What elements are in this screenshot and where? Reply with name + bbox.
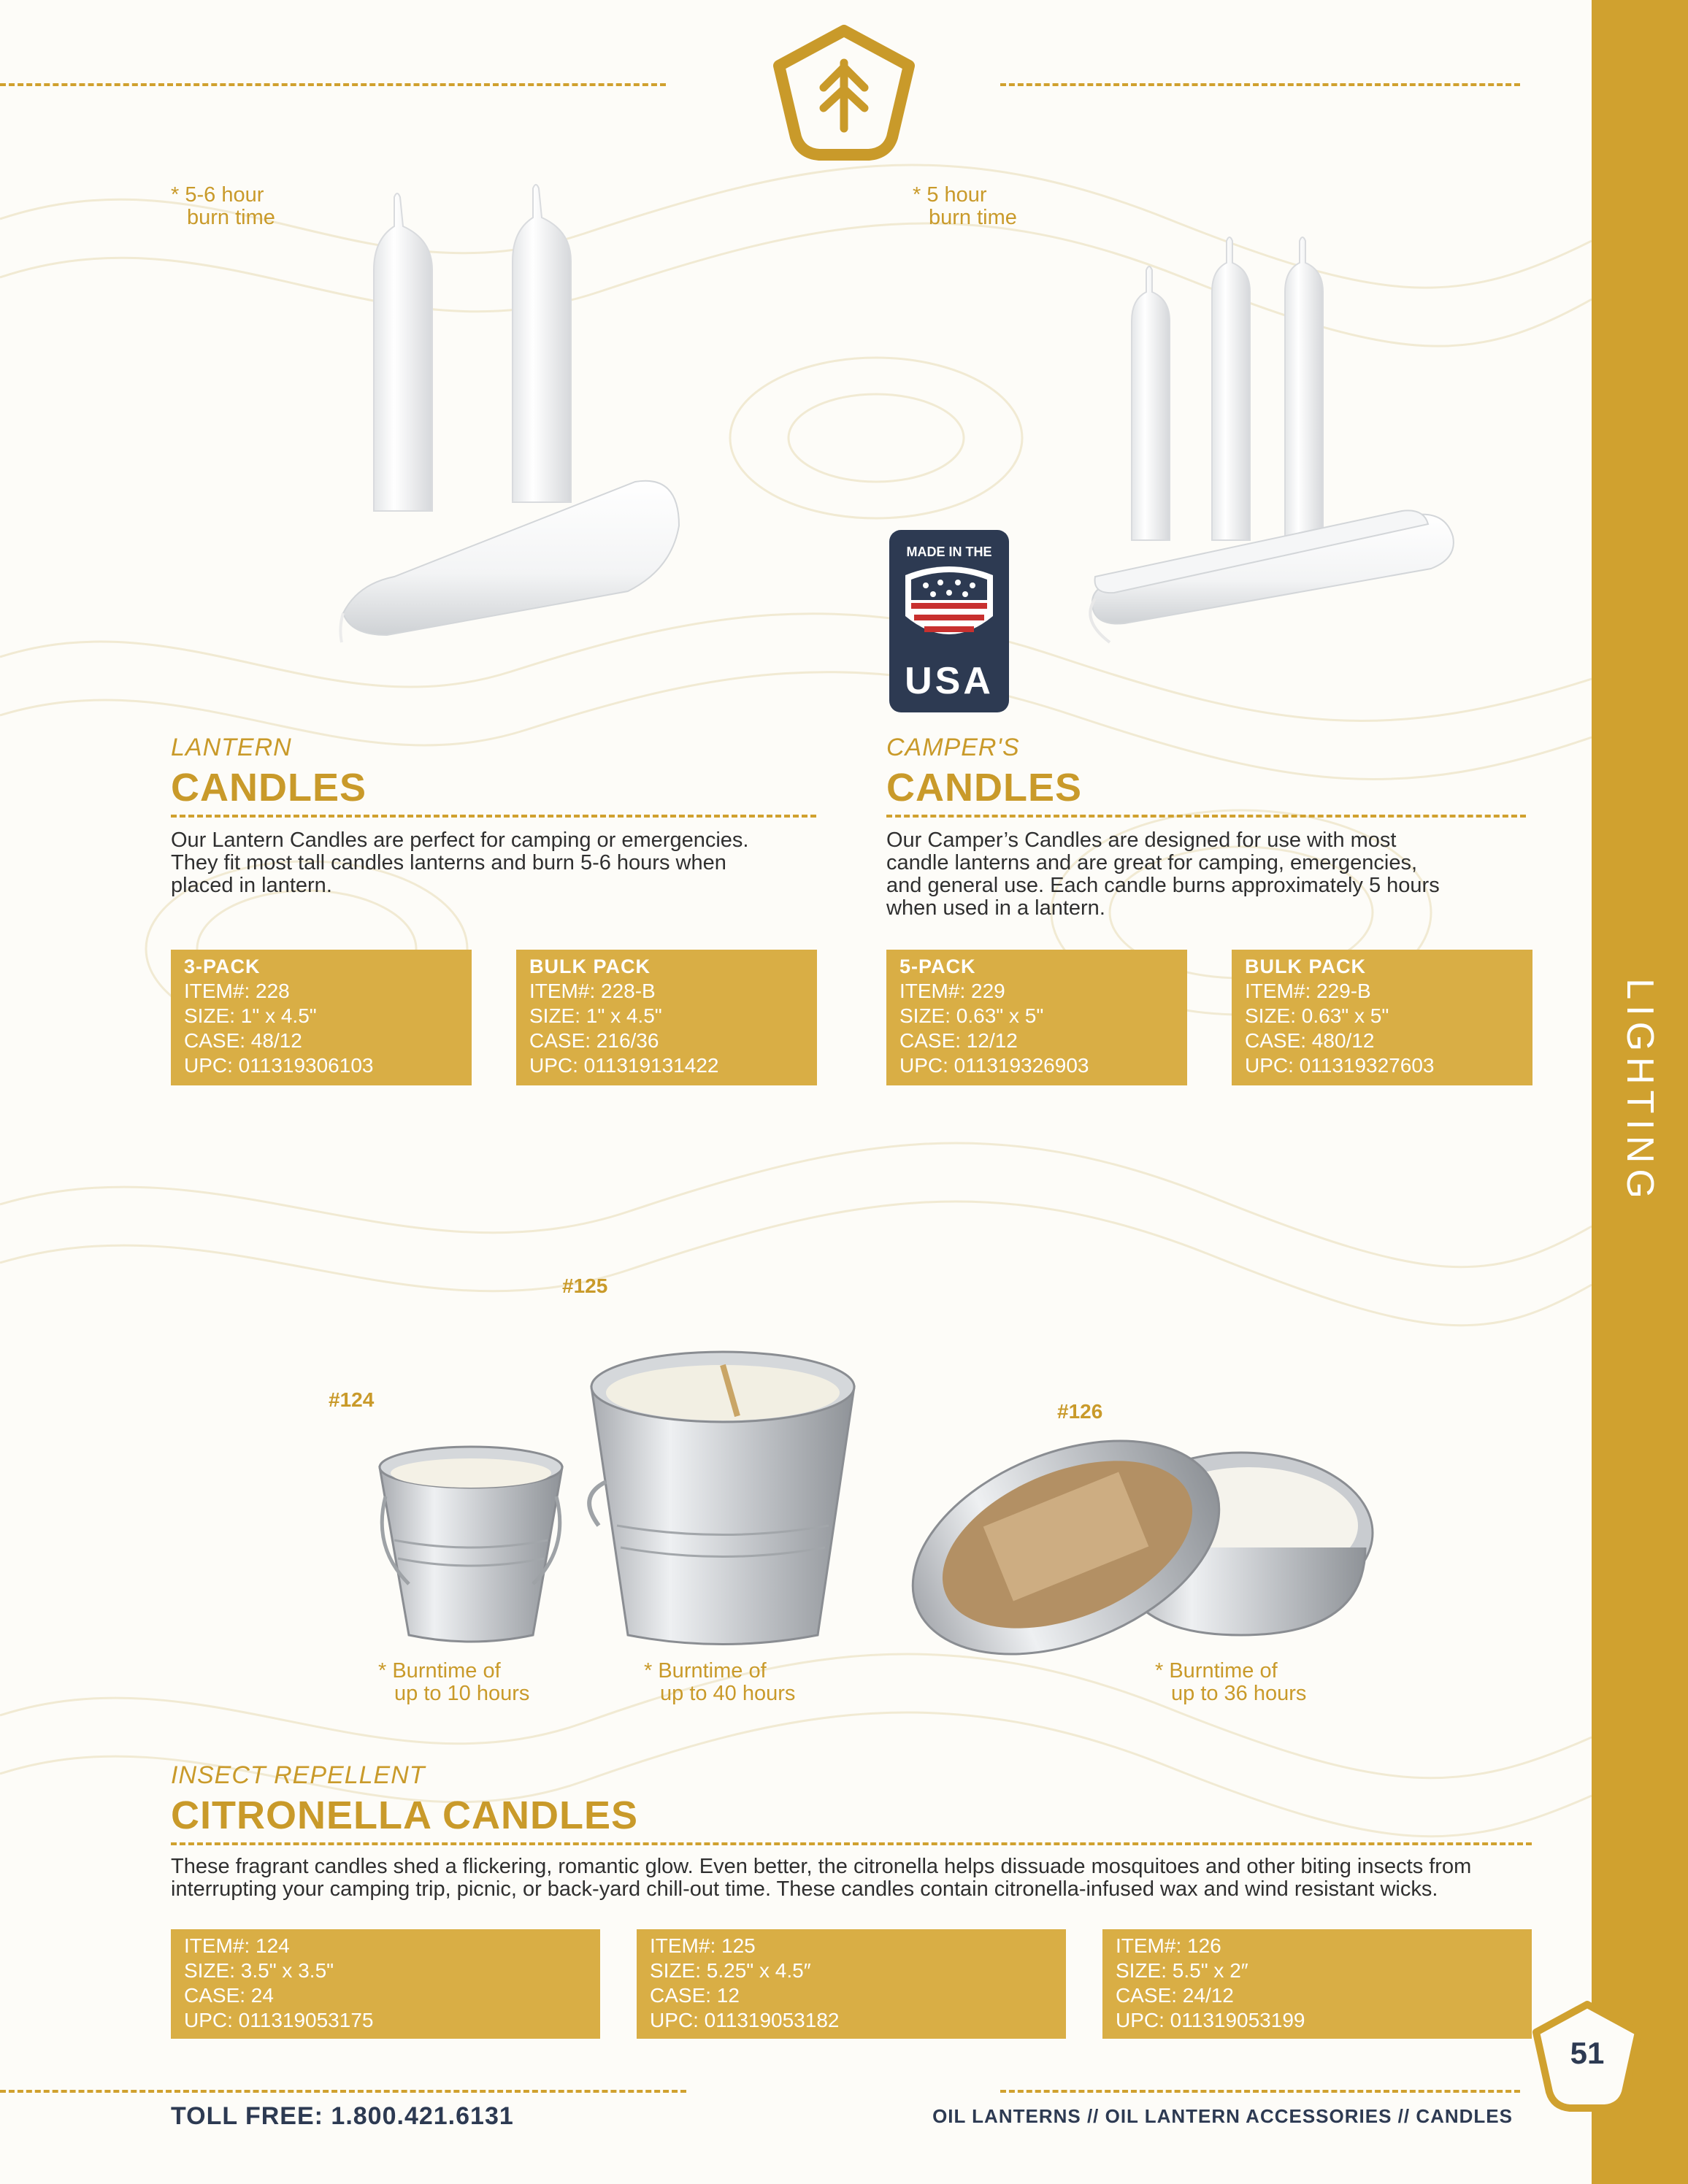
spec-case: CASE: 12 <box>650 1984 740 2007</box>
citronella-desc-line: These fragrant candles shed a flickering, romantic glow. Even better, the citronella helps dissuade mosquitoes and other biting insects from <box>171 1855 1472 1878</box>
citronella-divider <box>171 1842 1532 1845</box>
lantern-candles-image <box>321 182 686 657</box>
spec-case: CASE: 24/12 <box>1116 1984 1234 2007</box>
spec-size: SIZE: 5.25" x 4.5″ <box>650 1959 811 1982</box>
citronella-description <box>171 1856 1558 1901</box>
header-divider-left <box>0 83 666 86</box>
spec-item: ITEM#: 228-B <box>529 980 656 1002</box>
lantern-burn-note <box>171 184 275 229</box>
spec-upc: UPC: 011319327603 <box>1245 1054 1435 1077</box>
page-number: 51 <box>1570 2036 1605 2070</box>
spec-upc: UPC: 011319131422 <box>529 1054 719 1077</box>
spec-box-125 <box>637 1929 1066 2039</box>
section-label: LIGHTING <box>1619 978 1661 1204</box>
citronella-desc-line: interrupting your camping trip, picnic, or back-yard chill-out time. These candles contain citronella-infused wax and wind resistant wicks. <box>171 1877 1438 1901</box>
spec-case: CASE: 48/12 <box>184 1029 302 1052</box>
footer-breadcrumb: OIL LANTERNS // OIL LANTERN ACCESSORIES // CANDLES <box>932 2105 1513 2127</box>
spec-box-229-b <box>1232 950 1532 1085</box>
badge-top-text: MADE IN THE <box>906 545 992 559</box>
spec-upc: UPC: 011319053199 <box>1116 2009 1305 2031</box>
burn-126-line2: up to 36 hours <box>1171 1682 1307 1705</box>
product-label-126: #126 <box>1057 1400 1103 1423</box>
burn-124-line2: up to 10 hours <box>394 1682 530 1705</box>
spec-item: ITEM#: 228 <box>184 980 290 1002</box>
spec-case: CASE: 480/12 <box>1245 1029 1375 1052</box>
lantern-desc-line: placed in lantern. <box>171 874 332 897</box>
footer-divider-left <box>0 2090 686 2093</box>
header-divider-right <box>1000 83 1520 86</box>
spec-item: ITEM#: 229 <box>899 980 1005 1002</box>
spec-upc: UPC: 011319053182 <box>650 2009 840 2031</box>
burn-note-124 <box>378 1660 529 1705</box>
spec-size: SIZE: 1" x 4.5" <box>184 1004 317 1027</box>
lantern-title: CANDLES <box>171 766 367 810</box>
campers-burn-note <box>913 184 1017 229</box>
campers-note-line1: * 5 hour <box>913 183 987 207</box>
made-in-usa-badge-icon <box>888 528 1010 714</box>
spec-box-228 <box>171 950 472 1085</box>
spec-item: ITEM#: 229-B <box>1245 980 1371 1002</box>
lantern-note-line1: * 5-6 hour <box>171 183 264 207</box>
burn-note-125 <box>644 1660 795 1705</box>
citronella-bucket-large-image <box>577 1307 869 1657</box>
spec-box-124 <box>171 1929 600 2039</box>
citronella-subtitle: INSECT REPELLENT <box>171 1761 426 1789</box>
spec-upc: UPC: 011319306103 <box>184 1054 374 1077</box>
spec-box-126 <box>1102 1929 1532 2039</box>
burn-126-line1: * Burntime of <box>1155 1659 1278 1683</box>
spec-case: CASE: 12/12 <box>899 1029 1018 1052</box>
product-label-124: #124 <box>329 1388 375 1411</box>
spec-item: ITEM#: 126 <box>1116 1934 1221 1957</box>
citronella-bucket-small-image <box>365 1416 577 1650</box>
spec-case: CASE: 24 <box>184 1984 274 2007</box>
spec-box-229 <box>886 950 1187 1085</box>
campers-note-line2: burn time <box>929 206 1017 229</box>
spec-box-228-b <box>516 950 817 1085</box>
burn-125-line2: up to 40 hours <box>660 1682 796 1705</box>
citronella-title: CITRONELLA CANDLES <box>171 1793 638 1837</box>
spec-size: SIZE: 0.63" x 5" <box>899 1004 1044 1027</box>
toll-free-phone: TOLL FREE: 1.800.421.6131 <box>171 2102 514 2130</box>
lantern-divider <box>171 815 816 818</box>
badge-bottom-text: USA <box>905 660 994 702</box>
brand-logo-icon <box>767 22 921 165</box>
spec-header: BULK PACK <box>529 956 651 977</box>
burn-note-126 <box>1155 1660 1306 1705</box>
footer-divider-right <box>1000 2090 1520 2093</box>
citronella-tin-image <box>898 1416 1387 1679</box>
spec-size: SIZE: 3.5" x 3.5" <box>184 1959 334 1982</box>
campers-desc-line: Our Camper’s Candles are designed for use with most <box>886 828 1397 852</box>
spec-item: ITEM#: 125 <box>650 1934 756 1957</box>
lantern-description <box>171 829 821 897</box>
spec-header: 3-PACK <box>184 956 261 977</box>
spec-item: ITEM#: 124 <box>184 1934 290 1957</box>
lantern-desc-line: They fit most tall candles lanterns and burn 5-6 hours when <box>171 851 726 874</box>
spec-header: BULK PACK <box>1245 956 1366 977</box>
campers-divider <box>886 815 1526 818</box>
campers-title: CANDLES <box>886 766 1083 810</box>
campers-candles-image <box>1051 197 1475 664</box>
spec-size: SIZE: 1" x 4.5" <box>529 1004 662 1027</box>
spec-size: SIZE: 5.5" x 2″ <box>1116 1959 1248 1982</box>
spec-case: CASE: 216/36 <box>529 1029 659 1052</box>
campers-desc-line: candle lanterns and are great for camping, emergencies, <box>886 851 1418 874</box>
campers-desc-line: and general use. Each candle burns approximately 5 hours <box>886 874 1440 897</box>
campers-desc-line: when used in a lantern. <box>886 896 1105 920</box>
burn-125-line1: * Burntime of <box>644 1659 767 1683</box>
campers-subtitle: CAMPER'S <box>886 734 1020 761</box>
lantern-desc-line: Our Lantern Candles are perfect for camping or emergencies. <box>171 828 749 852</box>
product-label-125: #125 <box>562 1274 608 1297</box>
spec-upc: UPC: 011319326903 <box>899 1054 1089 1077</box>
burn-124-line1: * Burntime of <box>378 1659 501 1683</box>
lantern-subtitle: LANTERN <box>171 734 292 761</box>
spec-header: 5-PACK <box>899 956 976 977</box>
spec-upc: UPC: 011319053175 <box>184 2009 374 2031</box>
campers-description <box>886 829 1543 920</box>
spec-size: SIZE: 0.63" x 5" <box>1245 1004 1389 1027</box>
lantern-note-line2: burn time <box>187 206 275 229</box>
